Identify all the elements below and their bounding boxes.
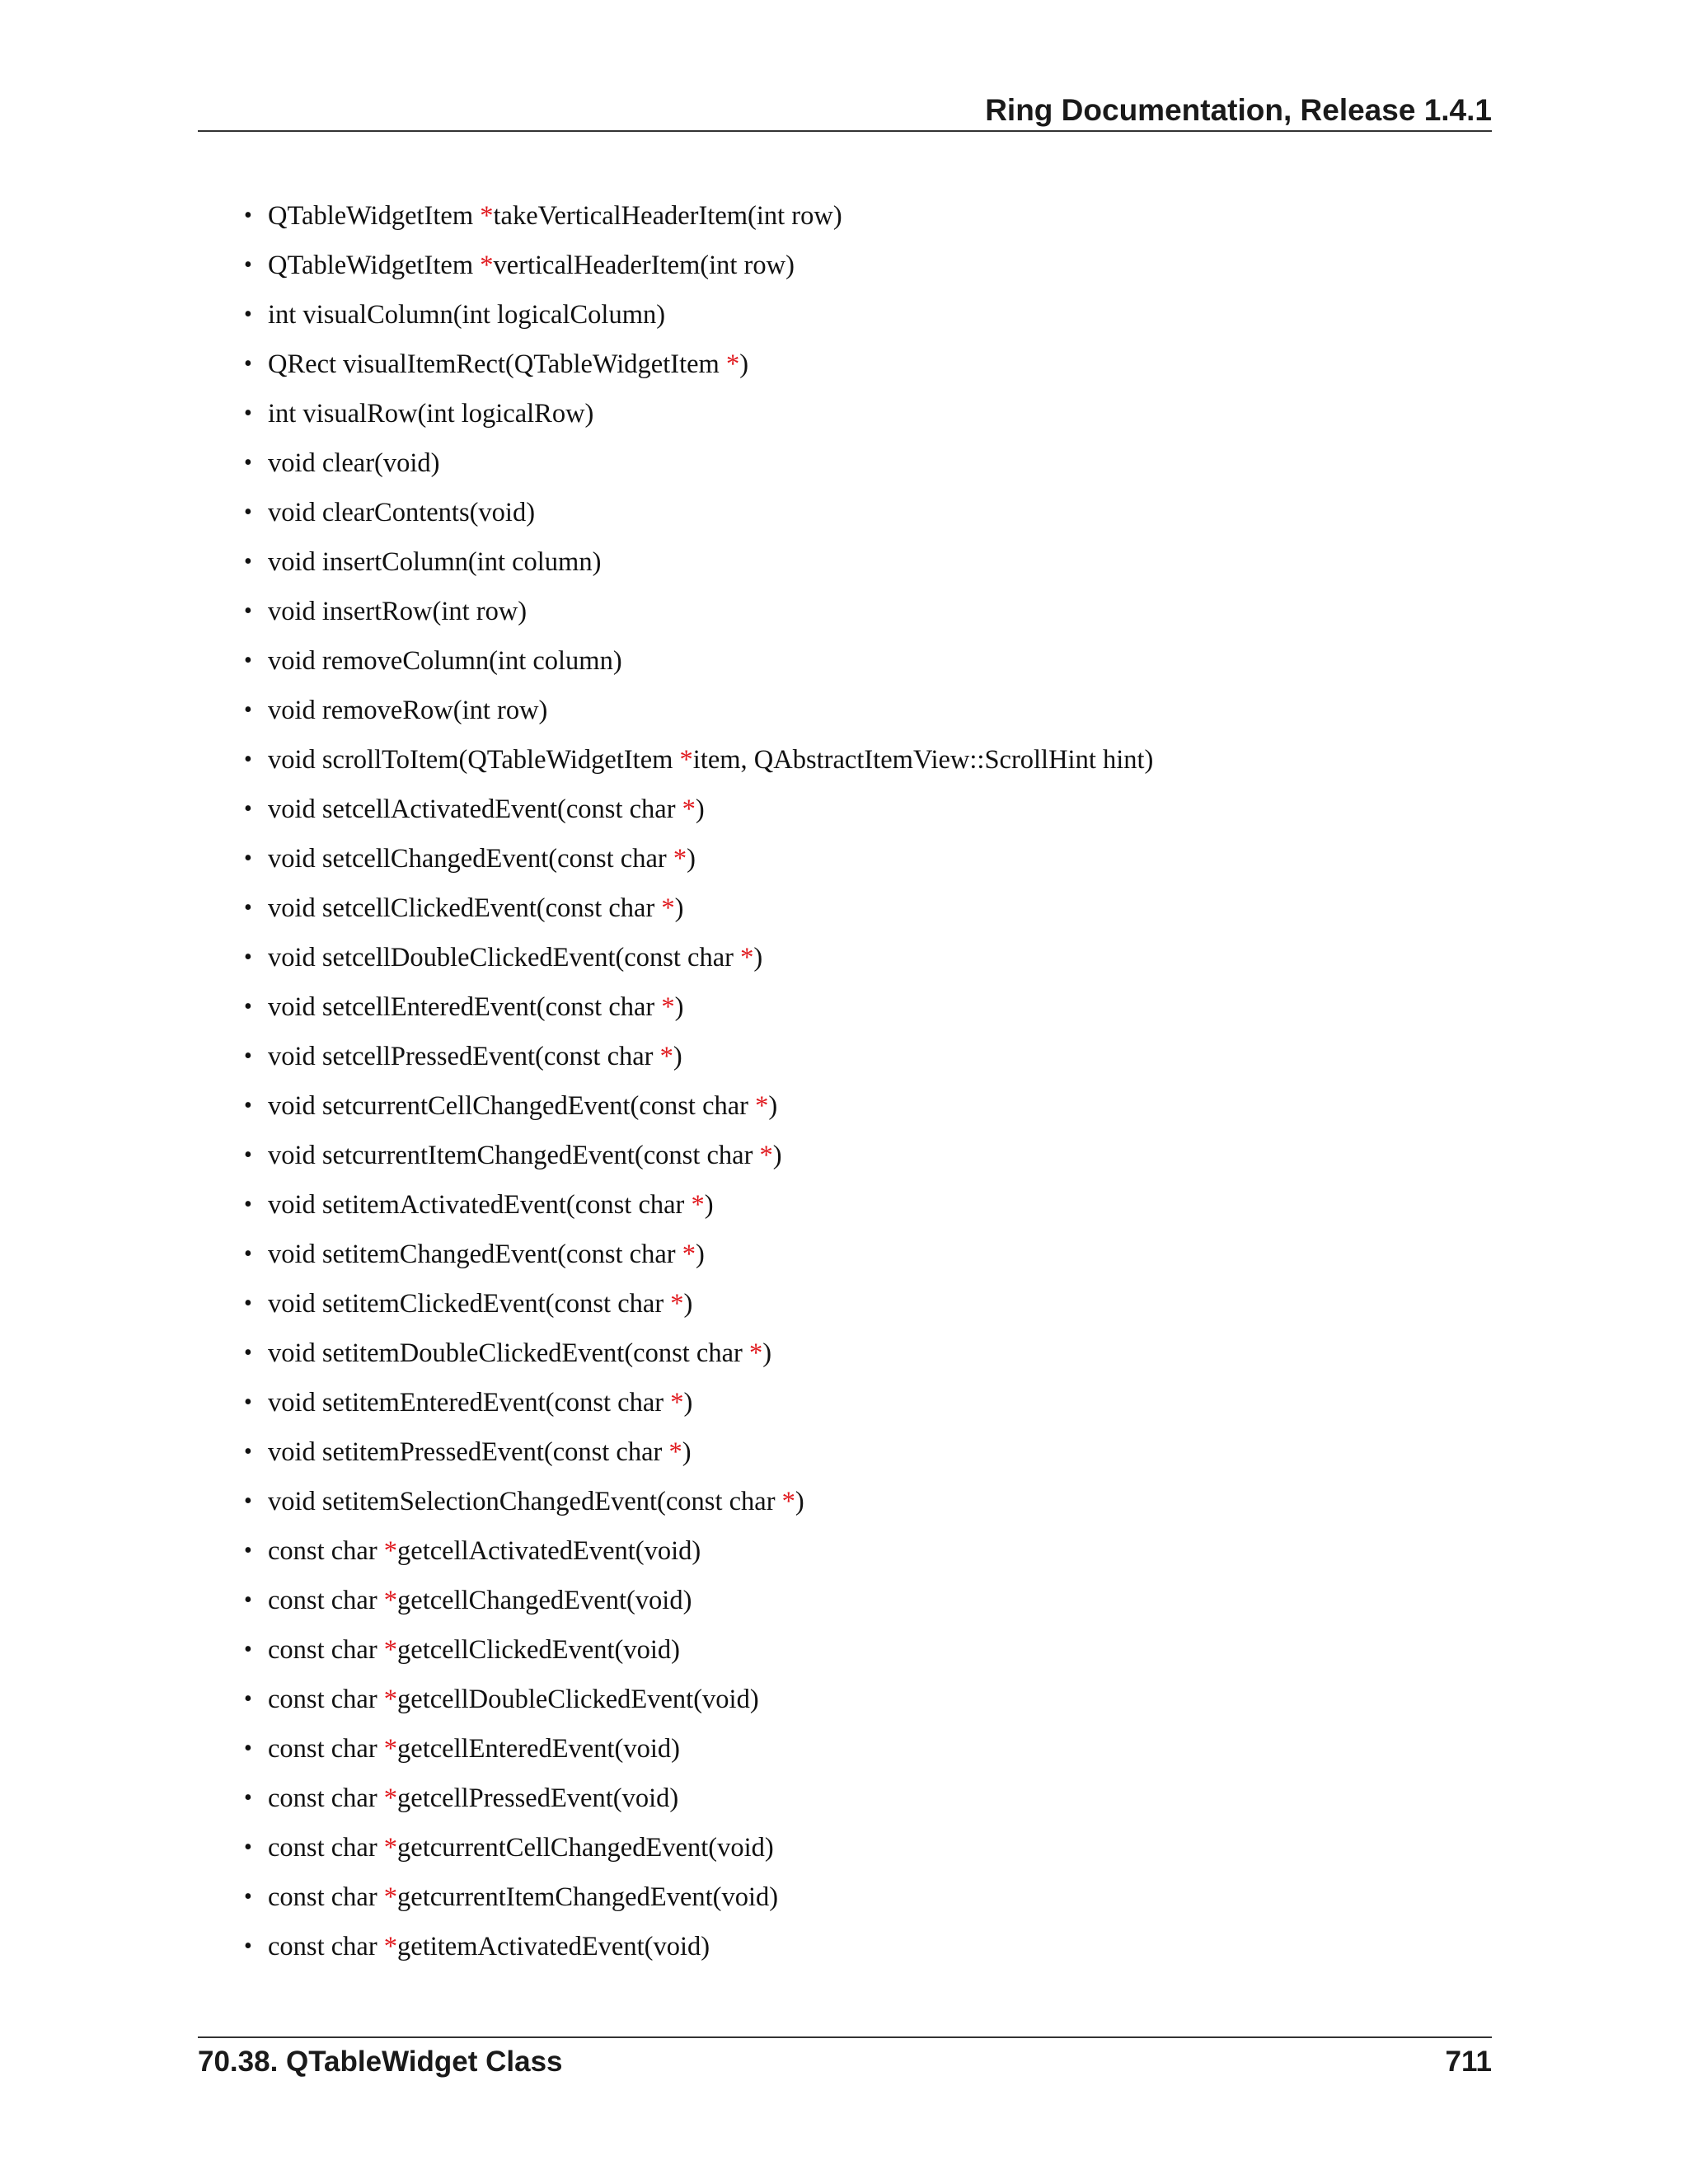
bullet-icon: • [244, 1291, 252, 1316]
signature-text-after: ) [682, 1437, 692, 1467]
pointer-asterisk: * [670, 1289, 684, 1319]
function-signature-item [244, 493, 1153, 542]
function-signature-item [244, 443, 1153, 493]
bullet-icon: • [244, 1835, 252, 1860]
page-header-title: Ring Documentation, Release 1.4.1 [985, 93, 1492, 127]
pointer-asterisk: * [661, 893, 675, 923]
signature-text-after: ) [753, 943, 763, 972]
function-signature-item [244, 1136, 1153, 1185]
pointer-asterisk: * [673, 844, 687, 874]
signature-text-after: ) [687, 844, 696, 874]
signature-text-before: void setitemEnteredEvent(const char [268, 1388, 671, 1418]
bullet-icon: • [244, 1785, 252, 1811]
signature-text-after: ) [674, 893, 684, 923]
pointer-asterisk: * [691, 1190, 705, 1220]
function-signature-item [244, 246, 1153, 295]
signature-text-before: void setitemSelectionChangedEvent(const char [268, 1487, 782, 1516]
pointer-asterisk: * [748, 1338, 763, 1368]
signature-text-after: getcellPressedEvent(void) [397, 1783, 679, 1813]
function-signature-item [244, 1927, 1153, 1976]
signature-text-before: void setcellActivatedEvent(const char [268, 794, 682, 824]
signature-text-after: getitemActivatedEvent(void) [397, 1932, 710, 1961]
signature-text-before: const char [268, 1586, 384, 1615]
pointer-asterisk: * [679, 745, 693, 775]
bullet-icon: • [244, 1241, 252, 1267]
signature-text-before: void scrollToItem(QTableWidgetItem [268, 745, 680, 775]
bullet-icon: • [244, 1538, 252, 1563]
function-signature-item [244, 394, 1153, 443]
signature-text-after: ) [704, 1190, 714, 1220]
signature-text-before: void setitemChangedEvent(const char [268, 1240, 682, 1269]
signature-text-before: void setitemPressedEvent(const char [268, 1437, 669, 1467]
pointer-asterisk: * [383, 1635, 398, 1665]
bullet-icon: • [244, 549, 252, 574]
pointer-asterisk: * [725, 349, 740, 379]
pointer-asterisk: * [383, 1882, 398, 1912]
function-signature-item [244, 691, 1153, 740]
function-signature-item [244, 1383, 1153, 1432]
pointer-asterisk: * [480, 251, 494, 280]
signature-text-after: getcurrentCellChangedEvent(void) [397, 1833, 774, 1863]
signature-text-before: void setitemActivatedEvent(const char [268, 1190, 692, 1220]
signature-text-after: ) [683, 1289, 693, 1319]
page-number: 711 [1445, 2046, 1492, 2078]
signature-text-before: void removeRow(int row) [268, 696, 548, 725]
signature-text-after: getcellDoubleClickedEvent(void) [397, 1685, 759, 1714]
function-signature-item [244, 1037, 1153, 1086]
pointer-asterisk: * [755, 1091, 769, 1121]
signature-text-before: void clearContents(void) [268, 498, 536, 527]
function-signature-item [244, 1531, 1153, 1581]
signature-text-after: ) [674, 992, 684, 1022]
signature-text-after: getcellChangedEvent(void) [397, 1586, 692, 1615]
signature-text-before: const char [268, 1882, 384, 1912]
function-signature-item [244, 938, 1153, 987]
signature-text-before: QRect visualItemRect(QTableWidgetItem [268, 349, 726, 379]
pointer-asterisk: * [781, 1487, 795, 1516]
pointer-asterisk: * [383, 1586, 398, 1615]
bullet-icon: • [244, 499, 252, 525]
signature-text-before: QTableWidgetItem [268, 201, 481, 231]
signature-text-after: item, QAbstractItemView::ScrollHint hint) [692, 745, 1154, 775]
function-signature-item [244, 295, 1153, 344]
signature-text-before: QTableWidgetItem [268, 251, 481, 280]
footer-divider [198, 2036, 1492, 2038]
bullet-icon: • [244, 450, 252, 476]
signature-text-after: ) [762, 1338, 772, 1368]
bullet-icon: • [244, 351, 252, 377]
function-signature-item [244, 1877, 1153, 1927]
signature-text-before: void insertColumn(int column) [268, 547, 602, 577]
bullet-icon: • [244, 994, 252, 1019]
bullet-icon: • [244, 1439, 252, 1465]
bullet-icon: • [244, 203, 252, 228]
signature-text-before: const char [268, 1734, 384, 1764]
signature-text-after: ) [739, 349, 749, 379]
bullet-icon: • [244, 1142, 252, 1168]
pointer-asterisk: * [383, 1932, 398, 1961]
function-signature-item [244, 1235, 1153, 1284]
signature-text-before: void setcellEnteredEvent(const char [268, 992, 662, 1022]
pointer-asterisk: * [383, 1536, 398, 1566]
signature-text-after: verticalHeaderItem(int row) [493, 251, 795, 280]
bullet-icon: • [244, 252, 252, 278]
bullet-icon: • [244, 1933, 252, 1959]
function-signature-item [244, 888, 1153, 938]
pointer-asterisk: * [740, 943, 754, 972]
signature-text-before: const char [268, 1932, 384, 1961]
bullet-icon: • [244, 846, 252, 871]
bullet-icon: • [244, 401, 252, 426]
signature-text-before: void setitemClickedEvent(const char [268, 1289, 671, 1319]
bullet-icon: • [244, 1637, 252, 1662]
bullet-icon: • [244, 1192, 252, 1217]
pointer-asterisk: * [670, 1388, 684, 1418]
signature-text-before: int visualColumn(int logicalColumn) [268, 300, 666, 330]
signature-text-after: ) [673, 1042, 682, 1071]
function-signature-item [244, 542, 1153, 592]
function-signature-item [244, 1828, 1153, 1877]
bullet-icon: • [244, 1390, 252, 1415]
signature-text-after: ) [695, 794, 705, 824]
function-signature-item [244, 1729, 1153, 1779]
pointer-asterisk: * [383, 1833, 398, 1863]
function-signature-item [244, 1680, 1153, 1729]
signature-text-before: void setcurrentCellChangedEvent(const char [268, 1091, 756, 1121]
function-signature-item [244, 1432, 1153, 1482]
signature-text-after: ) [795, 1487, 804, 1516]
footer-section-title: 70.38. QTableWidget Class [198, 2046, 563, 2078]
bullet-icon: • [244, 1884, 252, 1910]
function-signature-item [244, 987, 1153, 1037]
function-signature-item [244, 1482, 1153, 1531]
signature-text-after: getcellClickedEvent(void) [397, 1635, 680, 1665]
signature-text-before: void setitemDoubleClickedEvent(const char [268, 1338, 749, 1368]
signature-text-after: takeVerticalHeaderItem(int row) [493, 201, 842, 231]
signature-text-after: getcellEnteredEvent(void) [397, 1734, 680, 1764]
pointer-asterisk: * [682, 794, 696, 824]
signature-text-before: int visualRow(int logicalRow) [268, 399, 594, 429]
bullet-icon: • [244, 1736, 252, 1761]
signature-text-after: getcurrentItemChangedEvent(void) [397, 1882, 779, 1912]
header-divider [198, 130, 1492, 132]
function-signature-item [244, 1185, 1153, 1235]
pointer-asterisk: * [682, 1240, 696, 1269]
signature-text-before: const char [268, 1833, 384, 1863]
bullet-icon: • [244, 697, 252, 723]
function-signature-item [244, 1086, 1153, 1136]
function-signature-item [244, 196, 1153, 246]
bullet-icon: • [244, 598, 252, 624]
signature-text-before: void setcellDoubleClickedEvent(const char [268, 943, 741, 972]
bullet-icon: • [244, 302, 252, 327]
bullet-icon: • [244, 1686, 252, 1712]
signature-text-before: void setcurrentItemChangedEvent(const char [268, 1141, 760, 1170]
signature-text-before: const char [268, 1635, 384, 1665]
signature-text-before: void setcellChangedEvent(const char [268, 844, 673, 874]
bullet-icon: • [244, 796, 252, 822]
pointer-asterisk: * [383, 1783, 398, 1813]
signature-text-after: ) [683, 1388, 693, 1418]
signature-text-after: getcellActivatedEvent(void) [397, 1536, 701, 1566]
bullet-icon: • [244, 1043, 252, 1069]
function-signature-item [244, 1581, 1153, 1630]
bullet-icon: • [244, 1587, 252, 1613]
signature-text-before: void setcellPressedEvent(const char [268, 1042, 660, 1071]
signature-text-before: const char [268, 1685, 384, 1714]
pointer-asterisk: * [759, 1141, 773, 1170]
bullet-icon: • [244, 1488, 252, 1514]
signature-text-before: void clear(void) [268, 448, 440, 478]
function-list [244, 196, 1153, 1976]
pointer-asterisk: * [383, 1685, 398, 1714]
function-signature-item [244, 641, 1153, 691]
signature-text-before: void insertRow(int row) [268, 597, 528, 626]
pointer-asterisk: * [659, 1042, 673, 1071]
signature-text-after: ) [695, 1240, 705, 1269]
bullet-icon: • [244, 895, 252, 921]
function-signature-item [244, 1630, 1153, 1680]
function-signature-item [244, 1284, 1153, 1333]
function-signature-item [244, 592, 1153, 641]
bullet-icon: • [244, 1340, 252, 1366]
pointer-asterisk: * [383, 1734, 398, 1764]
function-signature-item [244, 740, 1153, 790]
signature-text-before: void removeColumn(int column) [268, 646, 622, 676]
bullet-icon: • [244, 648, 252, 673]
pointer-asterisk: * [480, 201, 494, 231]
function-signature-item [244, 344, 1153, 394]
signature-text-after: ) [768, 1091, 778, 1121]
pointer-asterisk: * [668, 1437, 682, 1467]
function-signature-item [244, 839, 1153, 888]
function-signature-item [244, 1333, 1153, 1383]
bullet-icon: • [244, 944, 252, 970]
signature-text-after: ) [772, 1141, 782, 1170]
function-signature-item [244, 1779, 1153, 1828]
bullet-icon: • [244, 1093, 252, 1118]
signature-text-before: void setcellClickedEvent(const char [268, 893, 662, 923]
bullet-icon: • [244, 747, 252, 772]
pointer-asterisk: * [661, 992, 675, 1022]
signature-text-before: const char [268, 1536, 384, 1566]
function-signature-item [244, 790, 1153, 839]
signature-text-before: const char [268, 1783, 384, 1813]
